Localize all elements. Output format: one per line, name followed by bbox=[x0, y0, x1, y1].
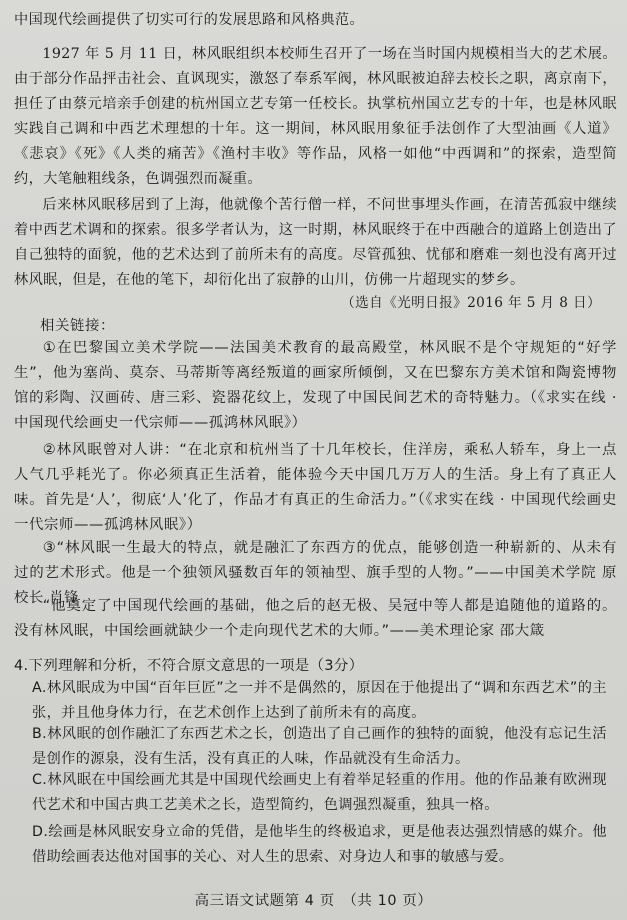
option-letter: D. bbox=[32, 824, 49, 840]
option-letter: B. bbox=[32, 726, 48, 742]
option-letter: C. bbox=[32, 772, 48, 788]
option-d bbox=[32, 820, 607, 870]
link-item-4: “他奠定了中国现代绘画的基础，他之后的赵无极、吴冠中等人都是追随他的道路的。没有林风眠，中国绘画就缺少一个走向现代艺术的大师。”——美术理论家 邵大箴 bbox=[14, 598, 617, 639]
option-text: 林风眠的创作融汇了东西艺术之长，创造出了自己画作的独特的面貌，他没有忘记生活是创作的源泉，没有生活，没有真正的人味，作品就没有生命活力。 bbox=[32, 726, 607, 767]
option-a bbox=[32, 676, 607, 726]
article-paragraph-2: 后来林风眠移居到了上海，他就像个苦行僧一样，不问世事埋头作画，在清苦孤寂中继续着中西艺术调和的探索。很多学者认为，这一时期，林风眠终于在中西融合的道路上创造出了自己独特的面貌，他的艺术达到了前所未有的高度。尽管孤独、忧郁和磨难一刻也没有离开过林风眠，但是，在他的笔下，却衍化出了寂静的山川，仿佛一片超现实的梦乡。 bbox=[14, 197, 617, 288]
option-letter: A. bbox=[32, 680, 47, 696]
article-source: （选自《光明日报》2016 年 5 月 8 日） bbox=[341, 295, 601, 311]
option-b bbox=[32, 722, 607, 772]
article-line-top: 中国现代绘画提供了切实可行的发展思路和风格典范。 bbox=[14, 12, 365, 28]
option-text: 林风眠在中国绘画尤其是中国现代绘画史上有着举足轻重的作用。他的作品兼有欧洲现代艺术和中国古典工艺美术之长，造型简约，色调强烈凝重，独具一格。 bbox=[32, 772, 607, 813]
links-heading: 相关链接： bbox=[40, 318, 115, 334]
option-text: 绘画是林风眠安身立命的凭借，是他毕生的终极追求，更是他表达强烈情感的媒介。他借助绘画表达他对国事的关心、对人生的思索、对身边人和事的敏感与爱。 bbox=[32, 824, 607, 865]
link-item-3: ③“林风眠一生最大的特点，就是融汇了东西方的优点，能够创造一种崭新的、从未有过的艺术形式。他是一个独领风骚数百年的领袖型、旗手型的人物。”——中国美术学院 原校长 肖锋 bbox=[14, 540, 617, 606]
link-item-1: ①在巴黎国立美术学院——法国美术教育的最高殿堂，林风眠不是个守规矩的“好学生”，他为塞尚、莫奈、马蒂斯等离经叛道的画家所倾倒，又在巴黎东方美术馆和陶瓷博物馆的彩陶、汉画砖、唐三彩、瓷器花纹上，发现了中国民间艺术的奇特魅力。（《求实在线 · 中国现代绘画史一代宗师——孤鸿林风眠》） bbox=[14, 340, 617, 431]
option-text: 林风眠成为中国“百年巨匠”之一并不是偶然的，原因在于他提出了“调和东西艺术”的主张，并且他身体力行，在艺术创作上达到了前所未有的高度。 bbox=[32, 680, 607, 721]
option-c bbox=[32, 768, 607, 818]
link-item-2: ②林风眠曾对人讲：“在北京和杭州当了十几年校长，住洋房，乘私人轿车，身上一点人气几乎耗光了。你必须真正生活着，能体验今天中国几万万人的生活。身上有了真正人味。首先是‘人’，彻底‘人’化了，作品才有真正的生命活力。”（《求实在线 · 中国现代绘画史一代宗师——孤鸿林风眠》） bbox=[14, 442, 617, 533]
page-footer: 高三语文试题第 4 页 （共 10 页） bbox=[194, 893, 433, 909]
question-stem: 4.下列理解和分析，不符合原文意思的一项是（3分） bbox=[14, 658, 364, 674]
article-paragraph-1: 1927 年 5 月 11 日，林风眠组织本校师生召开了一场在当时国内规模相当大的艺术展。由于部分作品抨击社会、直讽现实，激怒了奉系军阀，林风眠被迫辞去校长之职，离京南下，担任了由蔡元培亲手创建的杭州国立艺专第一任校长。执掌杭州国立艺专的十年，也是林风眠实践自己调和中西艺术理想的十年。这一期间，林风眠用象征手法创作了大型油画《人道》《悲哀》《死》《人类的痛苦》《渔村丰收》等作品，风格一如他“中西调和”的探索，造型简约，大笔触粗线条，色调强烈而凝重。 bbox=[14, 46, 617, 187]
